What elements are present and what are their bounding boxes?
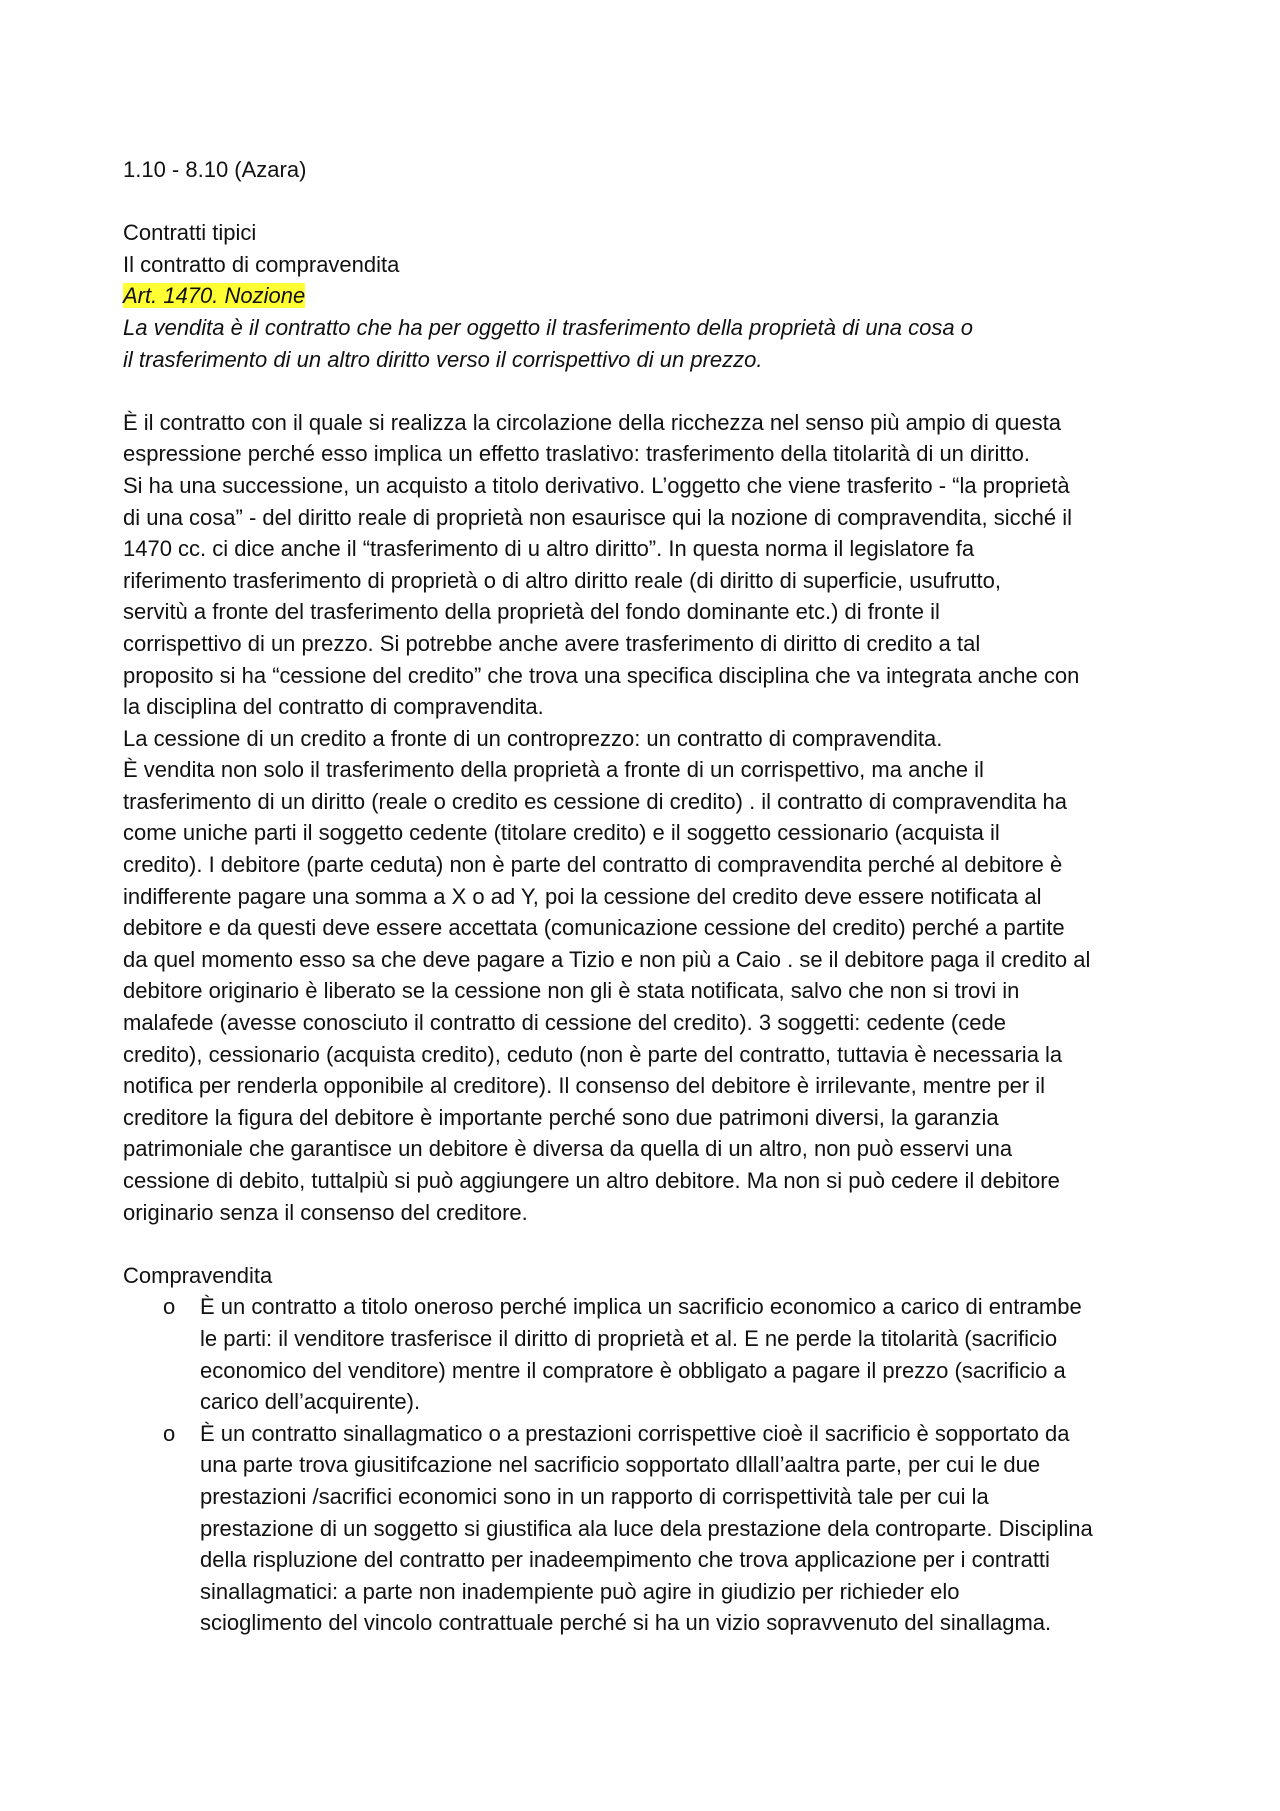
list-item	[123, 1418, 1163, 1639]
body-line: La cessione di un credito a fronte di un controprezzo: un contratto di compravendita.	[123, 725, 943, 751]
list-item-line: economico del venditore) mentre il compratore è obbligato a pagare il prezzo (sacrificio a	[200, 1357, 1066, 1383]
body-line: È vendita non solo il trasferimento della proprietà a fronte di un corrispettivo, ma anche il	[123, 757, 984, 783]
body-line: cessione di debito, tuttalpiù si può aggiungere un altro debitore. Ma non si può cedere il debitore	[123, 1168, 1060, 1193]
list-item-line: scioglimento del vincolo contrattuale perché si ha un vizio sopravvenuto del sinallagma.	[200, 1610, 1052, 1636]
list-item-line: sinallagmatici: a parte non inadempiente può agire in giudizio per richieder elo	[200, 1578, 960, 1604]
list-item-line: carico dell’acquirente).	[200, 1389, 421, 1415]
body-line: indifferente pagare una somma a X o ad Y, poi la cessione del credito deve essere notificata al	[123, 883, 1042, 909]
body-line: creditore la figura del debitore è importante perché sono due patrimoni diversi, la garanzia	[123, 1104, 999, 1130]
list-item-line: della rispluzione del contratto per inadeempimento che trova applicazione per i contratti	[200, 1547, 1050, 1573]
date-range: 1.10 - 8.10 (Azara)	[123, 157, 307, 182]
body-line: riferimento trasferimento di proprietà o di altro diritto reale (di diritto di superficie, usufrutto,	[123, 567, 1001, 593]
list-item-line: prestazione di un soggetto si giustifica ala luce dela prestazione dela controparte. Disciplina	[200, 1515, 1093, 1541]
body-line: debitore e da questi deve essere accettata (comunicazione cessione del credito) perché a partite	[123, 915, 1065, 941]
list-item-line: le parti: il venditore trasferisce il diritto di proprietà et al. E ne perde la titolarità (sacrificio	[200, 1325, 1058, 1351]
bullet-o-icon: o	[163, 1420, 176, 1446]
body-line: malafede (avesse conosciuto il contratto di cessione del credito). 3 soggetti: cedente (cede	[123, 1010, 1006, 1036]
body-line: espressione perché esso implica un effetto traslativo: trasferimento della titolarità di un diritto.	[123, 441, 1030, 467]
body-line: corrispettivo di un prezzo. Si potrebbe anche avere trasferimento di diritto di credito a tal	[123, 630, 981, 656]
body-line: originario senza il consenso del creditore.	[123, 1199, 528, 1225]
body-line: debitore originario è liberato se la cessione non gli è stata notificata, salvo che non si trovi in	[123, 978, 1020, 1004]
body-line: credito). I debitore (parte ceduta) non è parte del contratto di compravendita perché al debitore è	[123, 852, 1063, 878]
spacer	[123, 375, 1163, 407]
body-line: da quel momento esso sa che deve pagare a Tizio e non più a Caio . se il debitore paga il credito al	[123, 946, 1091, 972]
spacer	[123, 186, 1163, 218]
list-item-line: È un contratto a titolo oneroso perché implica un sacrificio economico a carico di entrambe	[200, 1294, 1082, 1320]
body-line: notifica per renderla opponibile al creditore). Il consenso del debitore è irrilevante, mentre per il	[123, 1073, 1046, 1099]
bullet-o-icon: o	[163, 1294, 176, 1320]
document-page	[123, 154, 1163, 1639]
list-item	[123, 1291, 1163, 1417]
body-line: credito), cessionario (acquista credito), ceduto (non è parte del contratto, tuttavia è necessaria la	[123, 1041, 1063, 1067]
spacer	[123, 1228, 1163, 1260]
list-item-line: prestazioni /sacrifici economici sono in un rapporto di corrispettività tale per cui la	[200, 1483, 989, 1509]
body-line: come uniche parti il soggetto cedente (titolare credito) e il soggetto cessionario (acquista il	[123, 820, 1000, 846]
body-line: proposito si ha “cessione del credito” che trova una specifica disciplina che va integrata anche con	[123, 662, 1080, 688]
list-item-line: una parte trova giusitifcazione nel sacrificio sopportato dllall’aaltra parte, per cui le due	[200, 1452, 1041, 1478]
body-line: di una cosa” - del diritto reale di proprietà non esaurisce qui la nozione di compravendita, sicché il	[123, 504, 1072, 530]
compravendita-heading: Compravendita	[123, 1262, 273, 1288]
body-line: 1470 cc. ci dice anche il “trasferimento di u altro diritto”. In questa norma il legislatore fa	[123, 536, 975, 562]
body-line: trasferimento di un diritto (reale o credito es cessione di credito) . il contratto di compravendita ha	[123, 788, 1068, 814]
list-item-line: È un contratto sinallagmatico o a prestazioni corrispettive cioè il sacrificio è sopportato da	[200, 1420, 1070, 1446]
section-subtitle: Il contratto di compravendita	[123, 251, 400, 277]
compravendita-list	[123, 1291, 1163, 1639]
body-line: la disciplina del contratto di compravendita.	[123, 694, 544, 720]
body-paragraphs	[123, 407, 1163, 1228]
body-line: È il contratto con il quale si realizza la circolazione della ricchezza nel senso più ampio di questa	[123, 409, 1061, 435]
body-line: servitù a fronte del trasferimento della proprietà del fondo dominante etc.) di fronte il	[123, 599, 940, 625]
body-line: patrimoniale che garantisce un debitore è diversa da quella di un altro, non può esservi una	[123, 1136, 1013, 1162]
section-title: Contratti tipici	[123, 220, 257, 246]
article-heading-line	[123, 280, 1163, 312]
article-text-line: La vendita è il contratto che ha per oggetto il trasferimento della proprietà di una cosa o	[123, 314, 973, 340]
article-heading: Art. 1470. Nozione	[123, 283, 306, 309]
body-line: Si ha una successione, un acquisto a titolo derivativo. L’oggetto che viene trasferito - “la proprietà	[123, 472, 1070, 498]
article-text-line: il trasferimento di un altro diritto verso il corrispettivo di un prezzo.	[123, 346, 763, 372]
